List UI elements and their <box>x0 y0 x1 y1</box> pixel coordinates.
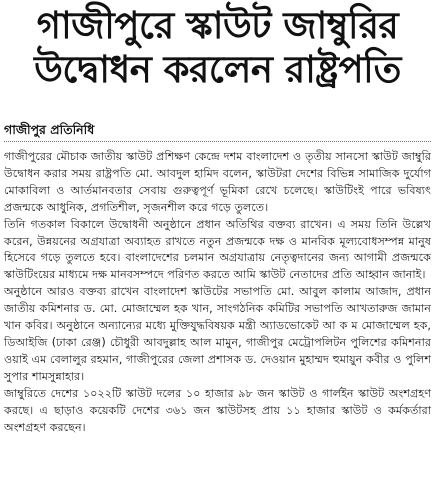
divider <box>4 141 431 142</box>
headline: গাজীপুরে স্কাউট জাম্বুরির উদ্বোধন করলেন রাষ্ট্রপতি <box>34 4 401 91</box>
dateline: গাজীপুর প্রতিনিধি <box>4 122 95 137</box>
paragraph: তিনি গতকাল বিকালে উদ্বোধনী অনুষ্ঠানে প্রধান অতিথির বক্তব্য রাখেন। এ সময় তিনি উল্লেখ করেন, উন্নয়নের অগ্রযাত্রা অব্যাহত রাখতে নতুন প্রজন্মকে দক্ষ ও মানবিক মূল্যবোধসম্পন্ন মানুষ হিসেবে গড়ে তুলতে হবে। বাংলাদেশের চলমান অগ্রযাত্রায় নেতৃত্বদানের জন্য আগামী প্রজন্মকে স্কাউটিংয়ের মাধ্যমে দক্ষ মানবসম্পদে পরিণত করতে আমি স্কাউট নেতাদের প্রতি আহ্বান জানাই। <box>4 217 431 282</box>
paragraph: অনুষ্ঠানে আরও বক্তব্য রাখেন বাংলাদেশ স্কাউটের সভাপতি মো. আবুল কালাম আজাদ, প্রধান জাতীয় কমিশনার ড. মো. মোজাম্মেল হক খান, সাংগঠনিক কমিটির সভাপতি আখতারুজ জামান খান কবির। অনুষ্ঠানে অন্যান্যের মধ্যে মুক্তিযুদ্ধবিষয়ক মন্ত্রী অ্যাডভোকেট আ ক ম মোজাম্মেল হক, ডিআইজি (ঢাকা রেঞ্জ) চৌধুরী আবদুল্লাহ আল মামুন, গাজীপুর মেট্রোপলিটন পুলিশের কমিশনার ওয়াই এম বেলালুর রহমান, গাজীপুরের জেলা প্রশাসক ড. দেওয়ান মুহাম্মদ হুমায়ুন কবীর ও পুলিশ সুপার শামসুন্নাহার। <box>4 285 431 383</box>
paragraph: জাম্বুরিতে দেশের ১০২২টি স্কাউট দলের ১০ হাজার ৯৮ জন স্কাউট ও গার্লইন স্কাউট অংশগ্রহণ করছে। এ ছাড়াও কয়েকটি দেশের ৩৬১ জন স্কাউটসহ প্রায় ১১ হাজার স্কাউট ও কর্মকর্তারা অংশগ্রহণ করছেন। <box>4 386 431 434</box>
paragraph: গাজীপুরের মৌচাক জাতীয় স্কাউট প্রশিক্ষণ কেন্দ্রে দশম বাংলাদেশ ও তৃতীয় সানসো স্কাউট জাম্বুরি উদ্বোধন করার সময় রাষ্ট্রপতি মো. আবদুল হামিদ বলেন, স্কাউটরা দেশের বিভিন্ন সামাজিক দুর্যোগ মোকাবিলা ও আর্তমানবতার সেবায় গুরুত্বপূর্ণ ভূমিকা রেখে চলেছে। স্কাউটিংই পারে ভবিষ্যৎ প্রজন্মকে আধুনিক, প্রগতিশীল, সৃজনশীল করে গড়ে তুলতে। <box>4 150 431 214</box>
article-body <box>4 149 431 436</box>
